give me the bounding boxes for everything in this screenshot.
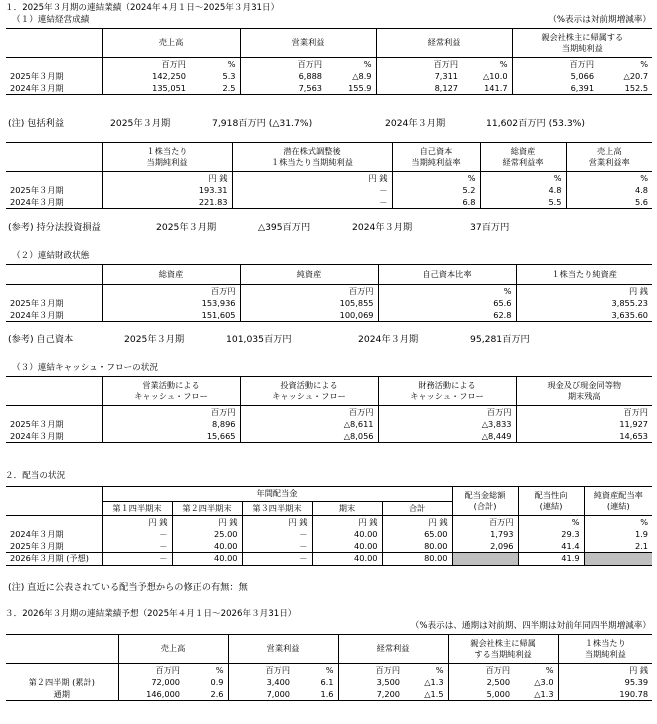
value-cell: 1.6 xyxy=(294,689,338,701)
cash-flow-subtitle: （３）連結キャッシュ・フローの状況 xyxy=(12,363,158,373)
row-label: 2024年３月期 xyxy=(6,197,102,209)
value-cell: 141.7 xyxy=(462,83,512,95)
value-cell: 2.6 xyxy=(184,689,228,701)
header-roa: 総資産 経常利益率 xyxy=(480,143,566,172)
header-year-end: 期末 xyxy=(312,501,382,516)
value-cell: △1.3 xyxy=(514,689,558,701)
header-ordinary-profit: 経常利益 xyxy=(338,635,448,664)
value-cell: 142,250 xyxy=(102,71,190,83)
value-cell: 146,000 xyxy=(118,689,184,701)
value-cell: 7,311 xyxy=(376,71,462,83)
row-label: 2025年３月期 xyxy=(10,70,64,81)
header-sales: 売上高 xyxy=(102,29,240,58)
unit-cell: 百万円 xyxy=(378,406,516,419)
value-cell: 40.00 xyxy=(312,529,382,541)
value-cell: △8.9 xyxy=(352,70,372,81)
value-cell: － xyxy=(102,541,172,553)
value-cell: － xyxy=(242,529,312,541)
unit-cell: 円 銭 xyxy=(558,664,652,677)
header-total-assets: 総資産 xyxy=(102,265,240,285)
unit-cell: 百万円 xyxy=(118,664,184,677)
value-cell: － xyxy=(102,529,172,541)
unit-cell: 円 銭 xyxy=(242,516,312,529)
unit-cell: % xyxy=(227,58,236,69)
value-cell: 29.3 xyxy=(518,529,584,541)
value-cell: 11,927 xyxy=(516,419,652,431)
value-cell: 5.2 xyxy=(392,185,480,197)
value-cell: 6,391 xyxy=(512,83,598,95)
unit-cell: % xyxy=(480,172,566,185)
value-cell: － xyxy=(242,553,312,566)
value-cell: 41.9 xyxy=(518,553,584,566)
unit-cell: 百万円 xyxy=(240,285,378,298)
operating-results-subtitle: （１）連結経営成績 xyxy=(12,15,90,25)
value-cell: 25.00 xyxy=(172,529,242,541)
equity-method-value1: △395百万円 xyxy=(258,222,311,233)
equity-year1: 2025年３月期 xyxy=(124,334,185,345)
row-label: 通期 xyxy=(6,689,118,701)
value-cell: 80.00 xyxy=(382,553,452,566)
header-q2: 第２四半期末 xyxy=(172,501,242,516)
value-cell: 5,000 xyxy=(448,689,514,701)
table-row xyxy=(6,431,652,443)
value-cell: 151,605 xyxy=(102,310,240,322)
header-ordinary-profit: 経常利益 xyxy=(376,29,512,58)
row-label: 2025年３月期 xyxy=(10,418,64,429)
header-net-income: 親会社株主に帰属する 当期純利益 xyxy=(512,29,652,58)
row-label: 2026年３月期 (予想) xyxy=(6,553,102,566)
financial-position-table xyxy=(6,264,652,322)
value-cell: △8,449 xyxy=(378,431,516,443)
value-cell: 1.9 xyxy=(584,529,652,541)
comprehensive-income-year1: 2025年３月期 xyxy=(110,118,171,129)
unit-cell: 百万円 xyxy=(228,664,294,677)
value-cell: 5.3 xyxy=(222,70,236,81)
unit-cell: % xyxy=(392,172,480,185)
operating-results-table xyxy=(6,28,652,95)
value-cell: 5,066 xyxy=(512,71,598,83)
header-total-dividends: 配当金総額 (合計) xyxy=(452,487,518,516)
value-cell: △1.5 xyxy=(404,689,448,701)
unit-cell: 百万円 xyxy=(376,58,462,71)
unit-cell: 百万円 xyxy=(512,58,598,71)
value-cell: △8,611 xyxy=(240,419,378,431)
dividend-title: ２．配当の状況 xyxy=(5,471,66,481)
value-cell: 153,936 xyxy=(102,298,240,310)
unit-cell: 百万円 xyxy=(102,406,240,419)
value-cell: 4.8 xyxy=(566,185,652,197)
equity-method-label: (参考) 持分法投資損益 xyxy=(8,222,101,233)
value-cell: 2,500 xyxy=(448,677,514,689)
row-label: 2025年３月期 xyxy=(10,297,64,308)
header-total: 合計 xyxy=(382,501,452,516)
header-operating-profit: 営業利益 xyxy=(240,29,376,58)
value-cell: 40.00 xyxy=(312,553,382,566)
per-share-ratio-table xyxy=(6,142,652,209)
row-label: 2024年３月期 xyxy=(6,310,102,322)
value-cell: 3,500 xyxy=(338,677,404,689)
value-cell: 40.00 xyxy=(312,541,382,553)
value-cell: 8,127 xyxy=(376,83,462,95)
table-row xyxy=(6,310,652,322)
header-bps: １株当たり純資産 xyxy=(516,265,652,285)
unit-cell: 百万円 xyxy=(516,406,652,419)
header-roe: 自己資本 当期純利益率 xyxy=(392,143,480,172)
comprehensive-income-value2: 11,602百万円 (53.3%) xyxy=(486,118,585,129)
unit-cell: 円 銭 xyxy=(102,516,172,529)
value-cell: 155.9 xyxy=(326,83,376,95)
unit-cell: % xyxy=(325,664,334,675)
header-payout-ratio: 配当性向 (連結) xyxy=(518,487,584,516)
value-cell: 105,855 xyxy=(240,298,378,310)
value-cell: 2,096 xyxy=(452,541,518,553)
forecast-title: ３．2026年３月期の連結業績予想（2025年４月１日～2026年３月31日） xyxy=(5,609,297,619)
unit-cell: 円 銭 xyxy=(172,516,242,529)
header-net-assets: 純資産 xyxy=(240,265,378,285)
header-net-income: 親会社株主に帰属 する当期純利益 xyxy=(448,635,558,664)
unit-cell: 円 銭 xyxy=(232,172,392,185)
unit-cell: 百万円 xyxy=(338,664,404,677)
unit-cell: % xyxy=(518,516,584,529)
value-cell: 3,400 xyxy=(228,677,294,689)
header-diluted-eps: 潜在株式調整後 １株当たり当期純利益 xyxy=(232,143,392,172)
header-financing-cf: 財務活動による キャッシュ・フロー xyxy=(378,377,516,406)
value-cell: △1.3 xyxy=(424,676,444,687)
value-cell: 193.31 xyxy=(102,185,232,197)
header-operating-cf: 営業活動による キャッシュ・フロー xyxy=(102,377,240,406)
header-cash-balance: 現金及び現金同等物 期末残高 xyxy=(516,377,652,406)
value-cell: 8,896 xyxy=(102,419,240,431)
value-cell: 221.83 xyxy=(102,197,232,209)
comprehensive-income-value1: 7,918百万円 (△31.7%) xyxy=(212,118,313,129)
dividend-note: (注) 直近に公表されている配当予想からの修正の有無：無 xyxy=(8,582,248,593)
value-cell: 152.5 xyxy=(598,83,652,95)
value-cell: 80.00 xyxy=(382,541,452,553)
row-label: 2024年３月期 xyxy=(6,83,102,95)
row-label: 2025年３月期 xyxy=(10,540,64,551)
unit-cell: 百万円 xyxy=(452,516,518,529)
unit-cell: 百万円 xyxy=(448,664,514,677)
value-cell: 7,000 xyxy=(228,689,294,701)
unit-cell: 円 銭 xyxy=(382,516,452,529)
table-row xyxy=(6,298,652,310)
table-row xyxy=(6,553,652,566)
comprehensive-income-label: (注) 包括利益 xyxy=(8,118,65,129)
value-cell: 1,793 xyxy=(452,529,518,541)
value-cell: 40.00 xyxy=(172,541,242,553)
value-cell: － xyxy=(232,197,392,209)
header-q1: 第１四半期末 xyxy=(102,501,172,516)
row-label: 第２四半期 (累計) xyxy=(28,676,95,687)
header-sales: 売上高 xyxy=(118,635,228,664)
header-operating-profit: 営業利益 xyxy=(228,635,338,664)
table-row xyxy=(6,419,652,431)
forecast-table xyxy=(6,634,652,701)
value-cell: 6.8 xyxy=(392,197,480,209)
value-cell: △3,833 xyxy=(378,419,516,431)
value-cell: 40.00 xyxy=(172,553,242,566)
value-cell: △8,056 xyxy=(240,431,378,443)
value-cell: △3.0 xyxy=(534,676,554,687)
comprehensive-income-year2: 2024年３月期 xyxy=(385,118,446,129)
unit-cell: 百万円 xyxy=(102,58,190,71)
unit-cell: % xyxy=(584,516,652,529)
value-cell: 5.6 xyxy=(566,197,652,209)
value-cell: 14,653 xyxy=(516,431,652,443)
row-label: 2024年３月期 xyxy=(6,431,102,443)
table-row xyxy=(6,71,652,83)
unit-cell: % xyxy=(499,58,508,69)
cash-flow-table xyxy=(6,376,652,443)
unit-cell: % xyxy=(566,172,652,185)
value-cell: － xyxy=(232,185,392,197)
value-cell: △20.7 xyxy=(623,70,649,81)
unit-cell: 百万円 xyxy=(240,58,326,71)
table-row xyxy=(6,83,652,95)
header-equity-ratio: 自己資本比率 xyxy=(378,265,516,285)
financial-position-subtitle: （２）連結財政状態 xyxy=(12,251,90,261)
header-doe: 純資産配当率 (連結) xyxy=(584,487,652,516)
unit-cell: % xyxy=(435,664,444,675)
table-row xyxy=(6,677,652,689)
equity-year2: 2024年３月期 xyxy=(358,334,419,345)
value-cell: 2.5 xyxy=(190,83,240,95)
value-cell: 15,665 xyxy=(102,431,240,443)
table-row xyxy=(6,541,652,553)
value-cell: 62.8 xyxy=(378,310,516,322)
header-operating-margin: 売上高 営業利益率 xyxy=(566,143,652,172)
value-cell: 0.9 xyxy=(210,676,224,687)
value-cell: 6,888 xyxy=(240,71,326,83)
unit-cell: 百万円 xyxy=(240,406,378,419)
value-cell: 135,051 xyxy=(102,83,190,95)
value-cell: 65.6 xyxy=(378,298,516,310)
header-annual-dividend: 年間配当金 xyxy=(102,487,452,502)
section1-title: １．2025年３月期の連結業績（2024年４月１日～2025年３月31日） xyxy=(5,3,280,13)
value-cell: 2.1 xyxy=(584,541,652,553)
forecast-note: （%表示は、通期は対前期、四半期は対前年同四半期増減率） xyxy=(410,621,651,631)
row-label: 2025年３月期 xyxy=(10,184,64,195)
unit-cell: % xyxy=(363,58,372,69)
value-cell: 72,000 xyxy=(118,677,184,689)
unit-cell: % xyxy=(378,285,516,298)
dividend-table xyxy=(6,486,652,566)
equity-value1: 101,035百万円 xyxy=(226,334,292,345)
value-cell: 4.8 xyxy=(480,185,566,197)
unit-cell: 円 銭 xyxy=(516,285,652,298)
value-cell: 3,855.23 xyxy=(516,298,652,310)
equity-value2: 95,281百万円 xyxy=(470,334,530,345)
value-cell: 100,069 xyxy=(240,310,378,322)
table-row xyxy=(6,529,652,541)
equity-label: (参考) 自己資本 xyxy=(8,334,74,345)
unit-cell: % xyxy=(640,58,649,69)
table-row xyxy=(6,689,652,701)
unit-cell: % xyxy=(215,664,224,675)
value-cell: 5.5 xyxy=(480,197,566,209)
value-cell: 95.39 xyxy=(558,677,652,689)
header-investing-cf: 投資活動による キャッシュ・フロー xyxy=(240,377,378,406)
unit-cell: 円 銭 xyxy=(312,516,382,529)
value-cell: 6.1 xyxy=(320,676,334,687)
value-cell xyxy=(584,553,652,566)
value-cell: － xyxy=(102,553,172,566)
equity-method-year1: 2025年３月期 xyxy=(156,222,217,233)
value-cell: 7,200 xyxy=(338,689,404,701)
value-cell xyxy=(452,553,518,566)
value-cell: 190.78 xyxy=(558,689,652,701)
equity-method-value2: 37百万円 xyxy=(470,222,510,233)
percent-note: （%表示は対前期増減率） xyxy=(548,15,651,25)
value-cell: 3,635.60 xyxy=(516,310,652,322)
value-cell: △10.0 xyxy=(483,70,508,81)
header-eps: １株当たり 当期純利益 xyxy=(558,635,652,664)
value-cell: 7,563 xyxy=(240,83,326,95)
row-label: 2024年３月期 xyxy=(10,528,64,539)
header-q3: 第３四半期末 xyxy=(242,501,312,516)
unit-cell: 円 銭 xyxy=(102,172,232,185)
table-row xyxy=(6,197,652,209)
unit-cell: 百万円 xyxy=(102,285,240,298)
header-eps: １株当たり 当期純利益 xyxy=(102,143,232,172)
value-cell: 41.4 xyxy=(518,541,584,553)
table-row xyxy=(6,185,652,197)
unit-cell: % xyxy=(545,664,554,675)
value-cell: － xyxy=(242,541,312,553)
equity-method-year2: 2024年３月期 xyxy=(352,222,413,233)
value-cell: 65.00 xyxy=(382,529,452,541)
